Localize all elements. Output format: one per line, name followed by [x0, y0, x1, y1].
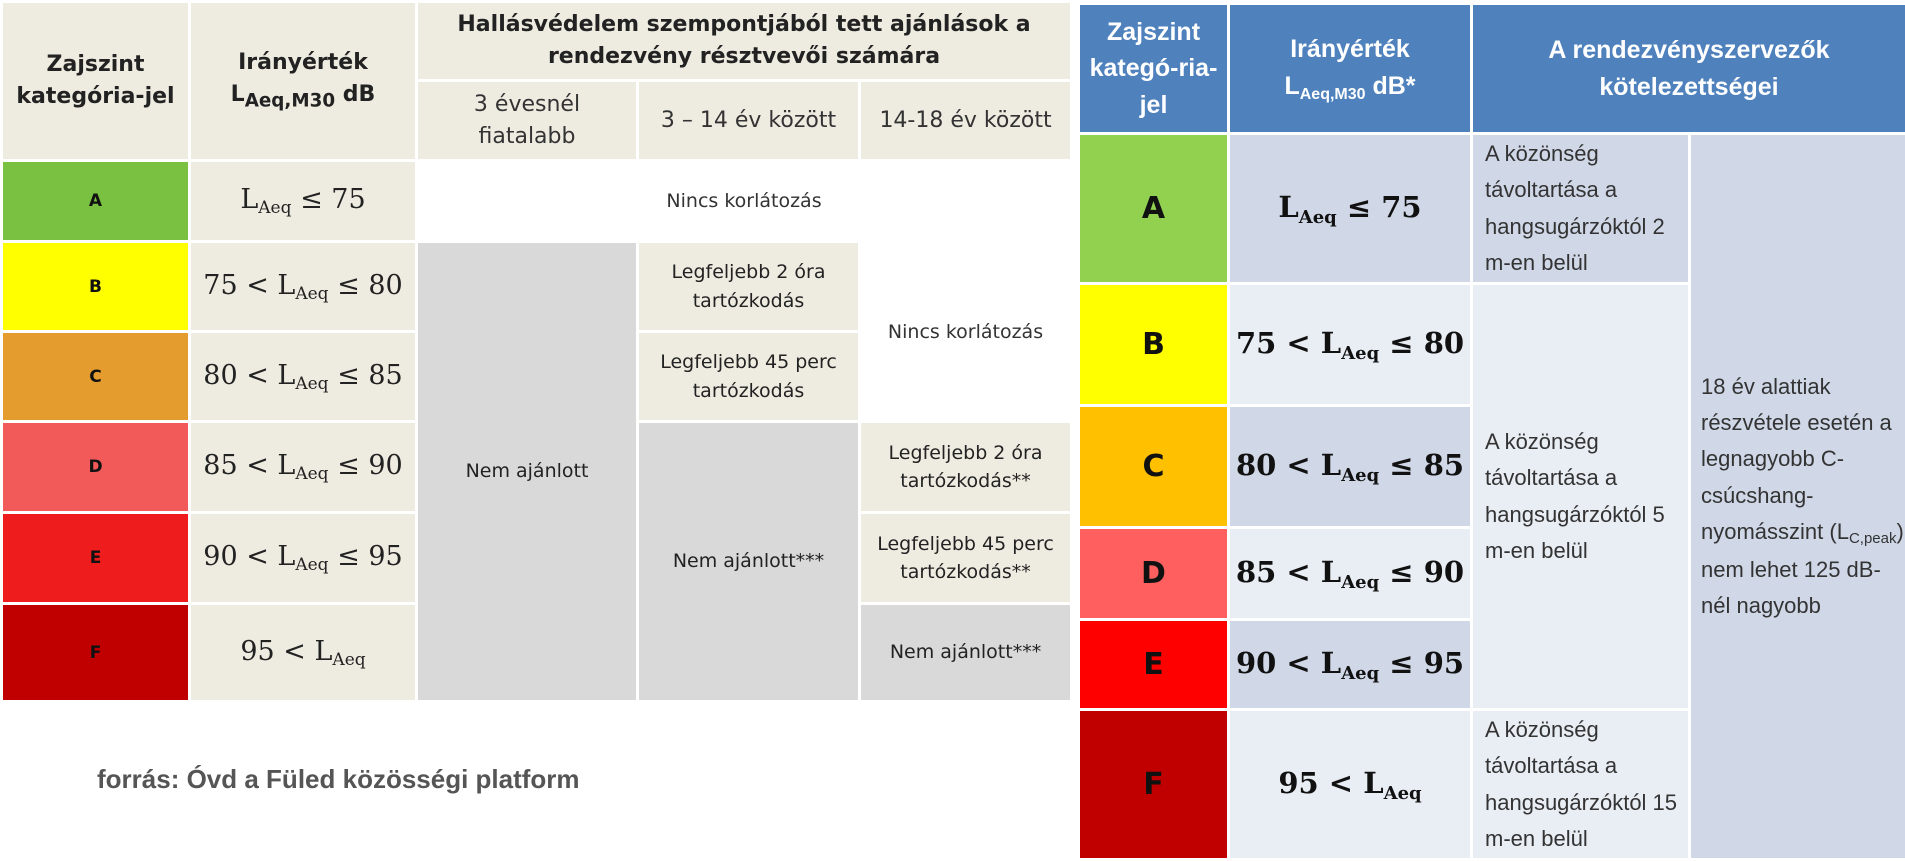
age14-18-d-cell: Legfeljebb 2 óra tartózkodás**: [860, 422, 1072, 513]
right-category-cell-f: F: [1079, 710, 1229, 860]
right-guide-value-cell-e: $90 < L_{Aeq} \le 95$: [1229, 620, 1472, 710]
obligation-a-cell: A közönség távoltartása a hangsugárzóktól 2 m-en belül: [1472, 134, 1690, 284]
right-guide-value-cell-b: $75 < L_{Aeq} \le 80$: [1229, 284, 1472, 406]
noise-category-recommendations-table: [0, 0, 1073, 703]
right-guide-value-subscript: Aeq,M30: [1299, 85, 1366, 103]
age3-14-b-cell: Legfeljebb 2 óra tartózkodás: [638, 242, 860, 332]
category-cell-d: D: [2, 422, 190, 513]
guide-value-cell-e: $90 < L_{Aeq} \le 95$: [190, 513, 417, 604]
right-category-cell-e: E: [1079, 620, 1229, 710]
right-guide-value-cell-c: $80 < L_{Aeq} \le 85$: [1229, 406, 1472, 528]
guide-value-header: [190, 2, 417, 161]
right-guide-value-unit: dB*: [1365, 71, 1416, 100]
guide-value-subscript: Aeq,M30: [244, 90, 336, 112]
under18-peak-limit-cell: 18 év alattiak részvétele esetén a legnagyobb C-csúcshang-nyomásszint $(L_{C,peak})$ nem lehet 125 dB-nél nagyobb: [1690, 134, 1905, 860]
guide-value-label: Irányérték: [238, 50, 368, 76]
right-category-cell-a: A: [1079, 134, 1229, 284]
age3-14-c-cell: Legfeljebb 45 perc tartózkodás: [638, 332, 860, 422]
right-category-header: Zajszint kategó-ria-jel: [1079, 4, 1229, 134]
right-guide-value-header: [1229, 4, 1472, 134]
obligation-bcde-cell: A közönség távoltartása a hangsugárzóktól 5 m-en belül: [1472, 284, 1690, 710]
guide-value-cell-b: $75 < L_{Aeq} \le 80$: [190, 242, 417, 332]
guide-value-symbol: L: [230, 81, 245, 107]
organizer-obligations-table: [1077, 2, 1905, 861]
guide-value-cell-f: $95 < L_{Aeq}$: [190, 604, 417, 702]
no-restriction-cell: Nincs korlátozás: [417, 161, 1072, 242]
obligation-f-cell: A közönség távoltartása a hangsugárzóktól 15 m-en belül: [1472, 710, 1690, 860]
right-category-cell-d: D: [1079, 528, 1229, 620]
right-guide-value-cell-f: $95 < L_{Aeq}$: [1229, 710, 1472, 860]
age14-18-no-restriction-cell: Nincs korlátozás: [860, 242, 1072, 422]
age14-18-e-cell: Legfeljebb 45 perc tartózkodás**: [860, 513, 1072, 604]
category-cell-b: B: [2, 242, 190, 332]
category-cell-c: C: [2, 332, 190, 422]
obligations-header: A rendezvényszervezők kötelezettségei: [1472, 4, 1905, 134]
age-group-14-18-header: 14-18 év között: [860, 81, 1072, 161]
source-note: forrás: Óvd a Füled közösségi platform: [97, 764, 580, 794]
right-guide-value-symbol: L: [1284, 71, 1300, 100]
right-guide-value-label: Irányérték: [1290, 35, 1410, 64]
guide-value-cell-a: $L_{Aeq} \le 75$: [190, 161, 417, 242]
right-guide-value-cell-a: $L_{Aeq} \le 75$: [1229, 134, 1472, 284]
guide-value-unit: dB: [335, 81, 376, 107]
category-header: Zajszint kategória-jel: [2, 2, 190, 161]
guide-value-cell-d: $85 < L_{Aeq} \le 90$: [190, 422, 417, 513]
category-cell-e: E: [2, 513, 190, 604]
category-cell-f: F: [2, 604, 190, 702]
recommendations-header: Hallásvédelem szempontjából tett ajánlások a rendezvény résztvevői számára: [417, 2, 1072, 81]
age14-18-f-cell: Nem ajánlott***: [860, 604, 1072, 702]
category-cell-a: A: [2, 161, 190, 242]
age-group-3-14-header: 3 – 14 év között: [638, 81, 860, 161]
right-guide-value-cell-d: $85 < L_{Aeq} \le 90$: [1229, 528, 1472, 620]
age-group-under3-header: 3 évesnél fiatalabb: [417, 81, 638, 161]
under3-not-recommended-cell: Nem ajánlott: [417, 242, 638, 702]
age3-14-not-recommended-cell: Nem ajánlott***: [638, 422, 860, 702]
right-category-cell-b: B: [1079, 284, 1229, 406]
right-category-cell-c: C: [1079, 406, 1229, 528]
guide-value-cell-c: $80 < L_{Aeq} \le 85$: [190, 332, 417, 422]
